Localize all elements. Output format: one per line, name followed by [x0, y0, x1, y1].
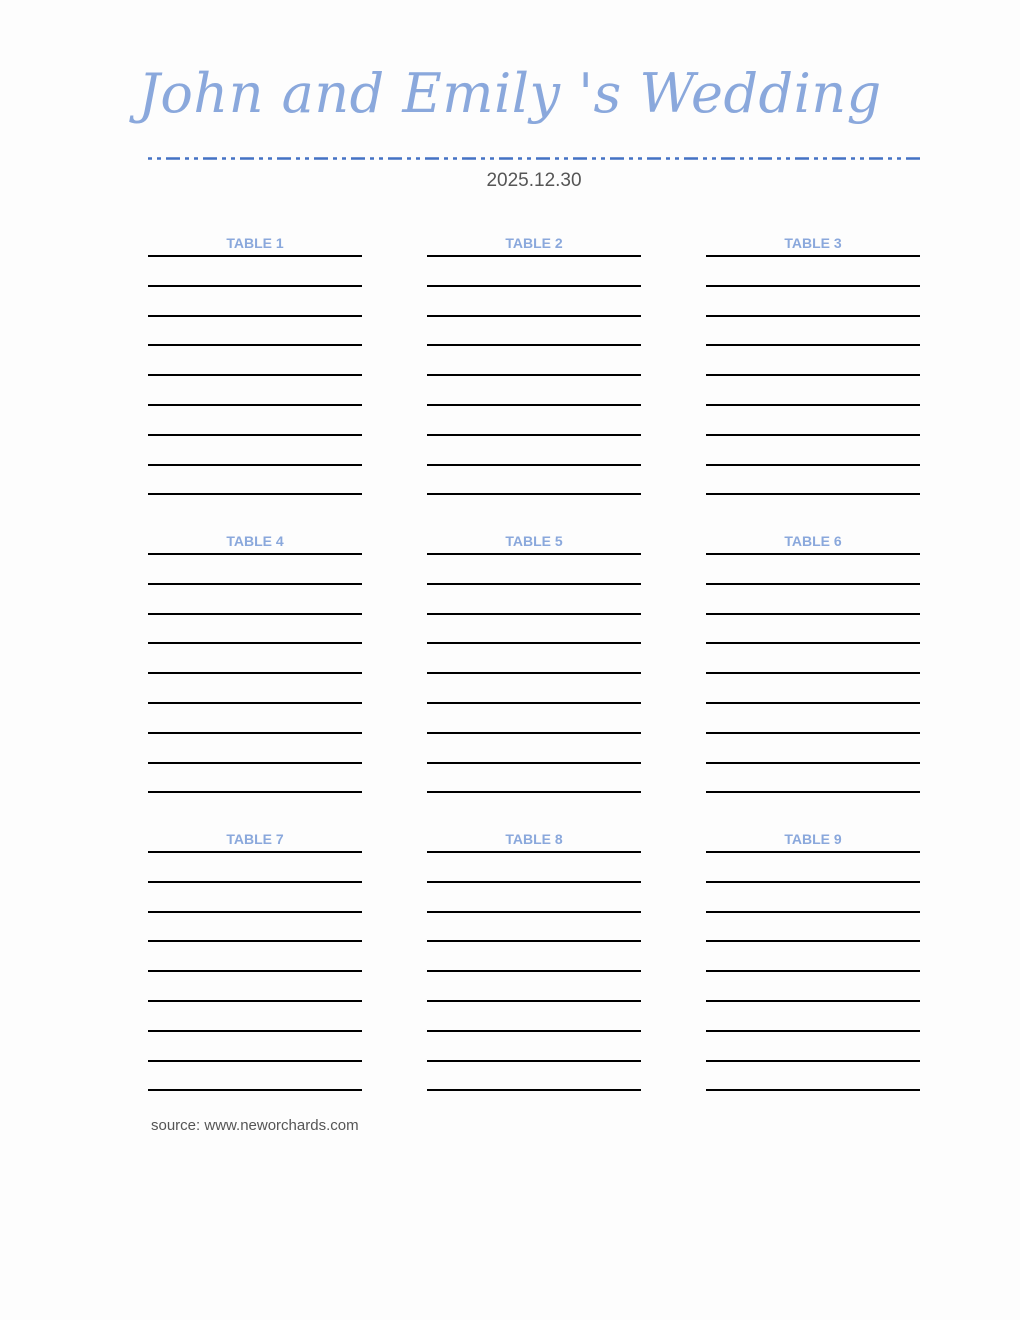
guest-name-line [148, 970, 362, 972]
guest-name-line [148, 1089, 362, 1091]
guest-name-line [427, 1000, 641, 1002]
guest-name-line [706, 1000, 920, 1002]
guest-name-line [427, 344, 641, 346]
guest-name-line [427, 255, 641, 257]
guest-name-line [706, 702, 920, 704]
guest-name-line [427, 613, 641, 615]
guest-name-line [706, 404, 920, 406]
guest-name-line [427, 762, 641, 764]
guest-name-line [148, 374, 362, 376]
guest-name-line [148, 583, 362, 585]
guest-name-line [706, 970, 920, 972]
guest-name-line [706, 851, 920, 853]
guest-name-line [427, 583, 641, 585]
guest-name-line [706, 255, 920, 257]
guest-name-line [148, 553, 362, 555]
guest-name-line [706, 613, 920, 615]
guest-name-line [148, 613, 362, 615]
guest-name-line [706, 285, 920, 287]
guest-name-line [148, 762, 362, 764]
guest-name-line [706, 732, 920, 734]
guest-name-line [148, 881, 362, 883]
guest-name-line [148, 642, 362, 644]
guest-name-line [148, 404, 362, 406]
guest-name-line [427, 970, 641, 972]
table-label: TABLE 2 [505, 235, 563, 251]
table-label: TABLE 5 [505, 533, 563, 549]
guest-name-line [706, 762, 920, 764]
guest-name-line [706, 553, 920, 555]
guest-name-line [148, 1060, 362, 1062]
table-label: TABLE 6 [784, 533, 842, 549]
table-label: TABLE 9 [784, 831, 842, 847]
guest-name-line [706, 940, 920, 942]
event-date: 2025.12.30 [486, 170, 582, 191]
guest-name-line [148, 940, 362, 942]
guest-name-line [148, 1000, 362, 1002]
guest-name-line [427, 791, 641, 793]
guest-name-line [706, 642, 920, 644]
guest-name-line [706, 315, 920, 317]
guest-name-line [427, 464, 641, 466]
guest-name-line [706, 1060, 920, 1062]
guest-name-line [427, 1030, 641, 1032]
guest-name-line [427, 642, 641, 644]
page-title: John and Emily 's Wedding [138, 62, 882, 125]
guest-name-line [148, 464, 362, 466]
guest-name-line [427, 911, 641, 913]
dash-dot-divider [148, 157, 920, 160]
guest-name-line [148, 285, 362, 287]
guest-name-line [148, 344, 362, 346]
guest-name-line [706, 672, 920, 674]
guest-name-line [427, 404, 641, 406]
guest-name-line [706, 1089, 920, 1091]
guest-name-line [427, 493, 641, 495]
guest-name-line [148, 255, 362, 257]
guest-name-line [148, 851, 362, 853]
guest-name-line [706, 434, 920, 436]
guest-name-line [427, 434, 641, 436]
guest-name-line [148, 702, 362, 704]
guest-name-line [427, 732, 641, 734]
guest-name-line [706, 881, 920, 883]
guest-name-line [148, 493, 362, 495]
guest-name-line [427, 553, 641, 555]
source-credit: source: www.neworchards.com [151, 1117, 359, 1134]
guest-name-line [706, 911, 920, 913]
guest-name-line [427, 285, 641, 287]
guest-name-line [427, 374, 641, 376]
table-label: TABLE 8 [505, 831, 563, 847]
guest-name-line [427, 315, 641, 317]
guest-name-line [427, 940, 641, 942]
table-label: TABLE 7 [226, 831, 284, 847]
guest-name-line [148, 791, 362, 793]
guest-name-line [148, 911, 362, 913]
guest-name-line [148, 672, 362, 674]
guest-name-line [148, 1030, 362, 1032]
guest-name-line [148, 732, 362, 734]
table-label: TABLE 3 [784, 235, 842, 251]
guest-name-line [706, 464, 920, 466]
guest-name-line [706, 791, 920, 793]
guest-name-line [148, 434, 362, 436]
guest-name-line [427, 851, 641, 853]
guest-name-line [427, 881, 641, 883]
table-label: TABLE 1 [226, 235, 284, 251]
table-label: TABLE 4 [226, 533, 284, 549]
guest-name-line [706, 583, 920, 585]
guest-name-line [706, 344, 920, 346]
guest-name-line [427, 1060, 641, 1062]
guest-name-line [706, 374, 920, 376]
guest-name-line [427, 672, 641, 674]
guest-name-line [706, 493, 920, 495]
guest-name-line [427, 702, 641, 704]
guest-name-line [427, 1089, 641, 1091]
guest-name-line [706, 1030, 920, 1032]
guest-name-line [148, 315, 362, 317]
